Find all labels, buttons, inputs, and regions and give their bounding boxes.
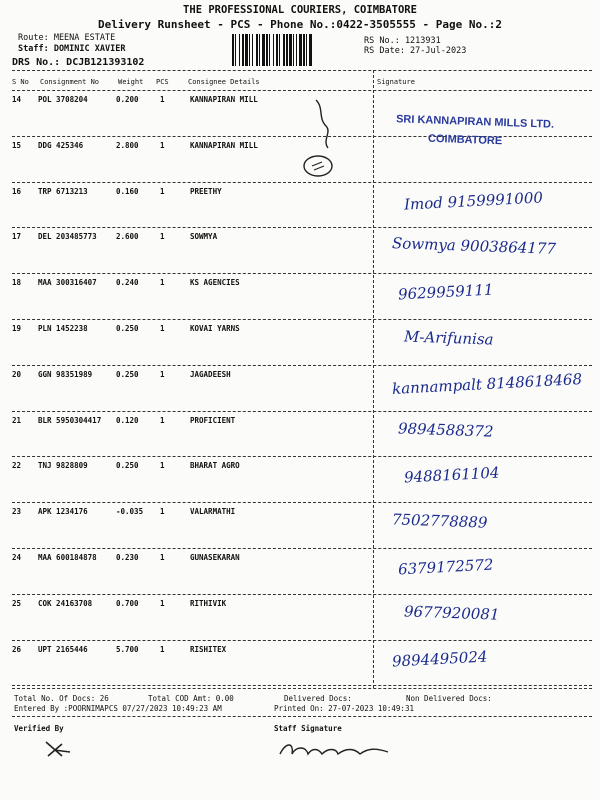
handwritten-signature: M-Arifunisa xyxy=(403,327,494,349)
consignee-cell: SOWMYA xyxy=(190,232,218,242)
non-delivered-docs: Non Delivered Docs: xyxy=(406,694,492,703)
col-header-signature: Signature xyxy=(377,78,415,86)
consignment-cell: BLR 5950304417 xyxy=(38,415,102,425)
col-header-consignment: Consignment No xyxy=(40,78,100,86)
pcs-cell: 1 xyxy=(160,324,165,333)
consignment-cell: MAA 600184878 xyxy=(38,553,97,562)
entered-by: Entered By :POORNIMAPCS 07/27/2023 10:49:23 AM xyxy=(14,704,222,713)
handwritten-signature: 9894588372 xyxy=(397,418,494,441)
barcode-bar xyxy=(312,34,313,66)
consignee-cell: GUNASEKARAN xyxy=(190,553,240,562)
table-row xyxy=(0,367,600,413)
row-divider xyxy=(12,502,592,503)
runsheet-subtitle: Delivery Runsheet - PCS - Phone No.:0422-3505555 - Page No.:2 xyxy=(98,18,502,31)
table-bottom-border xyxy=(12,688,592,689)
pcs-cell: 1 xyxy=(160,186,165,196)
consignment-cell: GGN 98351989 xyxy=(38,369,93,379)
stamp-line-1: SRI KANNAPIRAN MILLS LTD. xyxy=(395,113,555,131)
rs-date: RS Date: 27-Jul-2023 xyxy=(364,46,467,56)
consignee-cell: KS AGENCIES xyxy=(190,278,240,288)
pcs-cell: 1 xyxy=(160,598,165,608)
table-row xyxy=(0,504,600,550)
stamp-line-2: COIMBATORE xyxy=(427,132,503,148)
row-divider xyxy=(12,319,592,320)
sno-cell: 16 xyxy=(12,186,22,196)
pcs-cell: 1 xyxy=(160,278,165,288)
total-docs: Total No. Of Docs: 26 xyxy=(14,694,109,703)
sno-cell: 14 xyxy=(12,95,22,104)
handwritten-signature: 9488161104 xyxy=(403,463,500,487)
row14-15-signature-scribble xyxy=(288,96,348,182)
sno-cell: 24 xyxy=(12,553,22,562)
drs-number: DRS No.: DCJB121393102 xyxy=(12,57,145,68)
col-header-sno: S No xyxy=(12,78,29,86)
row-divider xyxy=(12,640,592,641)
sno-cell: 26 xyxy=(12,644,22,654)
weight-cell: 0.120 xyxy=(116,415,139,425)
row-divider xyxy=(12,411,592,412)
table-row xyxy=(0,413,600,459)
route-label: Route: MEENA ESTATE xyxy=(18,33,116,43)
row-divider xyxy=(12,685,592,686)
weight-cell: 0.700 xyxy=(116,598,139,608)
consignee-cell: RISHITEX xyxy=(190,644,227,654)
table-row xyxy=(0,642,600,688)
table-row xyxy=(0,458,600,504)
weight-cell: 0.250 xyxy=(116,369,139,379)
handwritten-signature: 6379172572 xyxy=(397,555,494,579)
col-header-pcs: PCS xyxy=(156,78,169,86)
header-divider xyxy=(12,90,592,91)
sno-cell: 17 xyxy=(12,232,22,242)
table-top-border xyxy=(12,70,592,71)
weight-cell: 5.700 xyxy=(116,644,139,654)
table-row xyxy=(0,184,600,230)
weight-cell: 0.200 xyxy=(116,95,139,104)
consignment-cell: DDG 425346 xyxy=(38,140,84,150)
col-header-consignee: Consignee Details xyxy=(188,78,260,86)
consignee-cell: KANNAPIRAN MILL xyxy=(190,95,258,104)
sno-cell: 20 xyxy=(12,369,22,379)
weight-cell: 0.250 xyxy=(116,461,139,471)
handwritten-signature: 7502778889 xyxy=(391,510,488,532)
table-row xyxy=(0,229,600,275)
table-row xyxy=(0,275,600,321)
pcs-cell: 1 xyxy=(160,95,165,104)
consignee-cell: PROFICIENT xyxy=(190,415,236,425)
pcs-cell: 1 xyxy=(160,644,165,654)
pcs-cell: 1 xyxy=(160,232,165,242)
sno-cell: 18 xyxy=(12,278,22,288)
consignee-cell: KOVAI YARNS xyxy=(190,324,240,333)
company-stamp xyxy=(384,110,584,152)
sno-cell: 15 xyxy=(12,140,22,150)
weight-cell: 0.240 xyxy=(116,278,139,288)
consignee-cell: BHARAT AGRO xyxy=(190,461,240,471)
consignment-cell: APK 1234176 xyxy=(38,507,88,517)
consignment-cell: UPT 2165446 xyxy=(38,644,88,654)
sno-cell: 25 xyxy=(12,598,22,608)
pcs-cell: 1 xyxy=(160,415,165,425)
handwritten-signature: kannampalt 8148618468 xyxy=(391,369,583,398)
weight-cell: 0.160 xyxy=(116,186,139,196)
delivered-docs: Delivered Docs: xyxy=(284,694,352,703)
verifier-signature xyxy=(40,738,80,762)
sno-cell: 19 xyxy=(12,324,22,333)
pcs-cell: 1 xyxy=(160,369,165,379)
row-divider xyxy=(12,227,592,228)
consignee-cell: RITHIVIK xyxy=(190,598,227,608)
printed-on: Printed On: 27-07-2023 10:49:31 xyxy=(274,704,414,713)
consignee-cell: KANNAPIRAN MILL xyxy=(190,140,258,150)
consignment-cell: PLN 1452238 xyxy=(38,324,88,333)
consignment-cell: POL 3708204 xyxy=(38,95,88,104)
weight-cell: 2.600 xyxy=(116,232,139,242)
footer-divider xyxy=(12,716,592,717)
weight-cell: 2.800 xyxy=(116,140,139,150)
row-divider xyxy=(12,594,592,595)
table-row xyxy=(0,596,600,642)
consignee-cell: JAGADEESH xyxy=(190,369,231,379)
consignment-cell: TNJ 9828809 xyxy=(38,461,88,471)
pcs-cell: 1 xyxy=(160,507,165,517)
pcs-cell: 1 xyxy=(160,553,165,562)
consignee-cell: PREETHY xyxy=(190,186,222,196)
consignee-cell: VALARMATHI xyxy=(190,507,236,517)
row-divider xyxy=(12,456,592,457)
verified-by-label: Verified By xyxy=(14,724,64,733)
staff-label: Staff: DOMINIC XAVIER xyxy=(18,44,126,54)
handwritten-signature: 9894495024 xyxy=(391,647,488,671)
staff-handwritten-signature xyxy=(276,738,396,762)
staff-signature-label: Staff Signature xyxy=(274,724,342,733)
weight-cell: 0.230 xyxy=(116,553,139,562)
row-divider xyxy=(12,548,592,549)
weight-cell: 0.250 xyxy=(116,324,139,333)
total-cod: Total COD Amt: 0.00 xyxy=(148,694,234,703)
sno-cell: 21 xyxy=(12,415,22,425)
sno-cell: 23 xyxy=(12,507,22,517)
handwritten-signature: Sowmya 9003864177 xyxy=(391,234,557,259)
rs-number: RS No.: 1213931 xyxy=(364,36,441,46)
table-row xyxy=(0,550,600,596)
handwritten-signature: 9629959111 xyxy=(397,280,494,304)
consignment-cell: COK 24163708 xyxy=(38,598,93,608)
consignment-cell: MAA 300316407 xyxy=(38,278,97,288)
consignment-cell: TRP 6713213 xyxy=(38,186,88,196)
handwritten-signature: Imod 9159991000 xyxy=(403,187,544,214)
pcs-cell: 1 xyxy=(160,461,165,471)
row-divider xyxy=(12,365,592,366)
handwritten-signature: 9677920081 xyxy=(403,602,500,624)
col-header-weight: Weight xyxy=(118,78,144,86)
table-row xyxy=(0,321,600,367)
company-title: THE PROFESSIONAL COURIERS, COIMBATORE xyxy=(183,4,417,16)
weight-cell: -0.035 xyxy=(116,507,144,517)
row-divider xyxy=(12,273,592,274)
pcs-cell: 1 xyxy=(160,140,165,150)
consignment-cell: DEL 203485773 xyxy=(38,232,97,242)
sno-cell: 22 xyxy=(12,461,22,471)
barcode xyxy=(232,34,356,66)
